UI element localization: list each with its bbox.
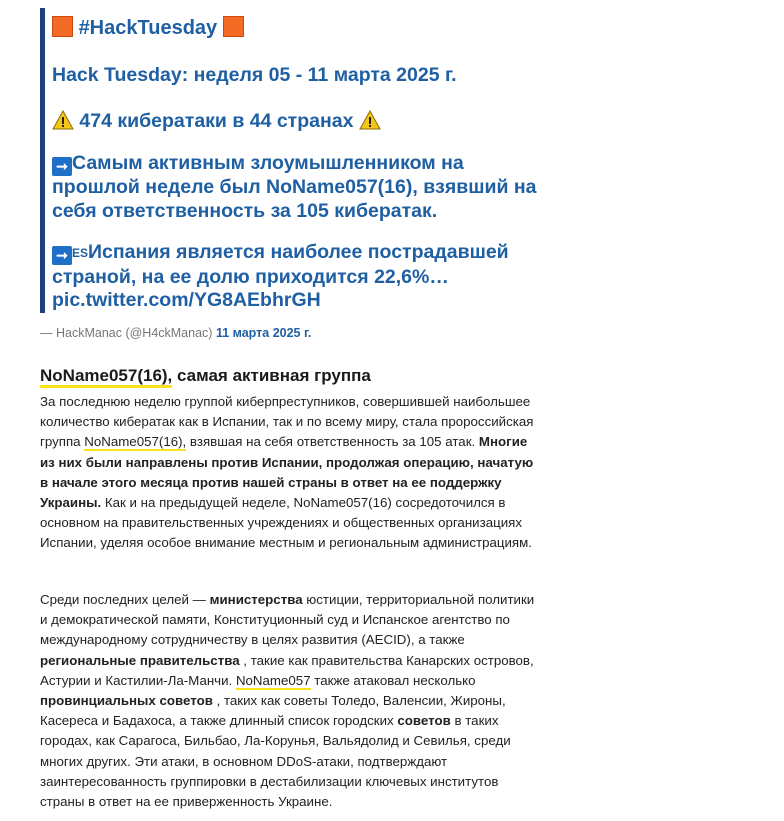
p1-text-a: За последнюю неделю группой киберпреступников, совершившей наибольшее количество кибератак как в Испании, так и по всему миру, стала пророссийская группа xyxy=(40,394,534,450)
p2-bold-3: провинциальных советов xyxy=(40,693,213,709)
p2-text-a: Среди последних целей — xyxy=(40,592,210,607)
orange-square-icon xyxy=(52,16,73,37)
heading-rest: самая активная группа xyxy=(172,366,371,385)
p2-text-d: , такие как правительства Канарских островов, Астурии и Кастилии-Ла-Манчи. xyxy=(40,652,534,688)
p1-bold: Многие из них были направлены против Испании, продолжая операцию, начатую в начале этого месяца против нашей страны в ответ на ее поддержку Украины. xyxy=(40,434,534,511)
tweet-link[interactable]: pic.twitter.com/YG8AEbhrGH xyxy=(52,289,321,311)
tweet-week: Hack Tuesday: неделя 05 - 11 марта 2025 г. xyxy=(52,64,457,86)
p2-text-e: также атаковал несколько xyxy=(310,672,476,688)
warning-icon xyxy=(52,110,74,130)
quote-bar xyxy=(40,8,45,313)
tweet-actor-line xyxy=(52,152,557,223)
byline-author: — HackManac (@H4ckManac) xyxy=(40,326,213,340)
orange-square-icon xyxy=(223,16,244,37)
tweet-byline xyxy=(40,326,311,340)
heading-group: NoName057(16), xyxy=(40,366,172,388)
p1-text-b: взявшая на себя ответственность за 105 атак. xyxy=(186,434,479,450)
tweet-attacks: 474 кибератаки в 44 странах xyxy=(79,110,354,132)
p1-group: NoName057(16), xyxy=(84,434,187,450)
tweet-spain-line xyxy=(52,241,557,313)
p2-group: NoName057 xyxy=(235,672,311,688)
paragraph-1 xyxy=(40,392,545,554)
section-heading xyxy=(40,366,371,386)
p2-text-f: , таких как советы Толедо, Валенсии, Жироны, Касереса и Бадахоса, а также длинный список городских xyxy=(40,693,506,729)
warning-icon xyxy=(359,110,381,130)
p2-text-g: в таких городах, как Сарагоса, Бильбао, Ла-Корунья, Вальядолид и Севилья, среди многих других. Эти атаки, в основном DDoS-атаки, подтверждают заинтересованность группировки в дестабилизации ключевых институтов страны в ответ на ее приверженность Украине. xyxy=(40,713,511,810)
tweet-hashtag-line xyxy=(52,16,244,40)
spain-flag-icon: ES xyxy=(72,246,89,260)
p2-bold-2: региональные правительства xyxy=(40,652,240,668)
paragraph-2 xyxy=(40,590,545,812)
arrow-right-icon: ➞ xyxy=(52,246,72,265)
hashtag-link[interactable]: #HackTuesday xyxy=(78,17,218,39)
p1-text-c: Как и на предыдущей неделе, NoName057(16) сосредоточился в основном на правительственных учреждениях и общественных организациях Испании, уделяя особое внимание местным и региональным администрациям. xyxy=(40,495,532,551)
tweet-spain: Испания является наиболее пострадавшей страной, на ее долю приходится 22,6%… xyxy=(52,241,509,288)
byline-date[interactable]: 11 марта 2025 г. xyxy=(215,326,312,340)
p2-text-c: юстиции, территориальной политики и демократической памяти, Конституционный суд и Испанское агентство по международному сотрудничеству в целях развития (AECID), а также xyxy=(40,592,535,648)
arrow-right-icon: ➞ xyxy=(52,157,72,176)
p2-bold-4: советов xyxy=(397,713,451,729)
tweet-actor: Самым активным злоумышленником на прошлой неделе был NoName057(16), взявший на себя ответственность за 105 кибератак. xyxy=(52,152,537,222)
p2-bold-1: министерства xyxy=(209,592,303,607)
tweet-attacks-line xyxy=(52,110,381,133)
